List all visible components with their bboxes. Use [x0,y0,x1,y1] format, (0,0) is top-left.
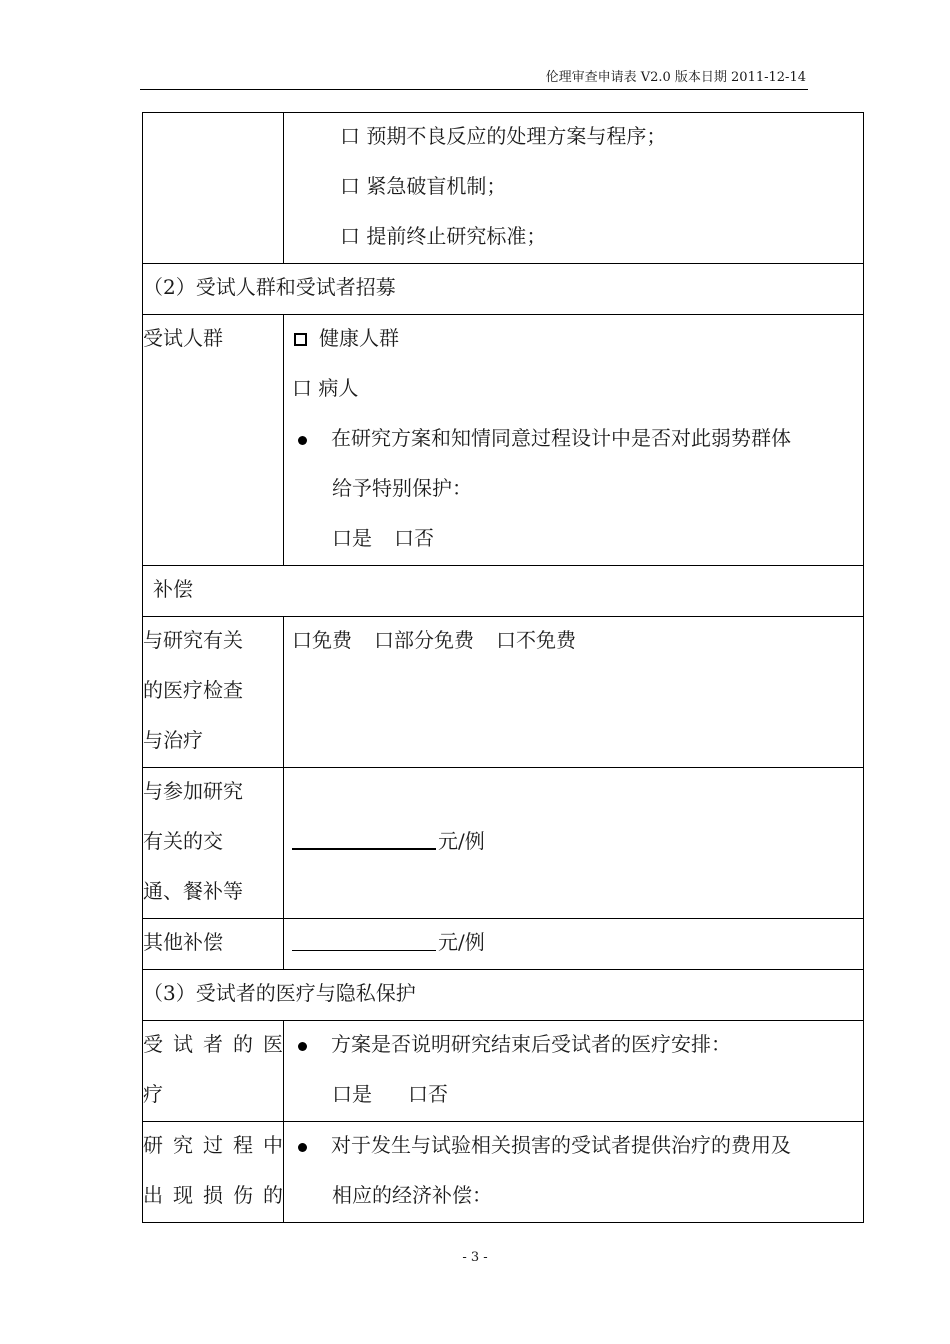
ethics-form-table [142,112,864,1223]
table-row [143,768,864,919]
transport-amount-field[interactable] [292,824,436,850]
table-row [143,113,864,264]
subject-care-question-cell [284,1021,864,1122]
bullet-icon [298,1143,307,1152]
table-row [143,566,864,617]
other-compensation-amount-cell [284,919,864,970]
other-compensation-amount [286,919,863,969]
option-yes[interactable]: 口是 [332,1082,372,1106]
transport-blank-line3 [286,868,863,918]
yes-no-options [292,515,863,565]
medical-exam-label-cell [143,617,284,768]
table-row [143,919,864,970]
section-3-title: （3）受试者的医疗与隐私保护 [143,981,416,1005]
table-row [143,315,864,566]
section-3-title-cell [143,970,864,1021]
other-compensation-amount-field[interactable] [292,926,436,951]
other-compensation-label: 其他补偿 [143,930,223,954]
checkbox-emergency-unblinding[interactable]: 口 紧急破盲机制； [340,174,507,198]
section-2-title-cell [143,264,864,315]
transport-label-line3: 通、餐补等 [143,879,243,903]
post-study-care-question [292,1021,863,1071]
other-compensation-unit: 元/例 [438,930,485,954]
injury-question-cell [284,1122,864,1223]
yes-no-options [292,1071,863,1121]
compensation-title: 补偿 [153,577,193,601]
question-continuation: 相应的经济补偿： [332,1183,492,1207]
option-healthy-label: 健康人群 [319,326,399,350]
medical-exam-label-line1: 与研究有关 [143,628,243,652]
section-2-title: （2）受试人群和受试者招募 [143,275,396,299]
checkbox-early-termination[interactable]: 口 提前终止研究标准； [340,224,547,248]
option-healthy[interactable] [292,315,863,365]
bullet-icon [298,436,307,445]
injury-compensation-question [292,1122,863,1172]
option-yes[interactable]: 口是 [332,526,372,550]
option-not-free[interactable]: 口不免费 [496,628,576,652]
population-options-cell [284,315,864,566]
page-header: 伦理审查申请表 V2.0 版本日期 2011-12-14 [140,68,808,90]
transport-blank-line1 [286,768,863,818]
transport-unit: 元/例 [438,829,485,853]
checkbox-icon[interactable] [294,333,307,346]
injury-label-cell [143,1122,284,1223]
population-label-cell [143,315,284,566]
question-text: 方案是否说明研究结束后受试者的医疗安排： [331,1032,731,1056]
option-no[interactable]: 口否 [394,526,434,550]
compensation-title-cell [143,566,864,617]
fee-options [292,617,863,667]
medical-exam-label-line2: 的医疗检查 [143,678,243,702]
medical-exam-label-line3: 与治疗 [143,728,203,752]
table-row [143,970,864,1021]
design-items-cell [284,113,864,264]
subject-care-label-cell [143,1021,284,1122]
subject-care-label-line2: 疗 [143,1082,163,1106]
table-row [143,1122,864,1223]
transport-label-line2: 有关的交 [143,829,223,853]
option-partially-free[interactable]: 口部分免费 [374,628,474,652]
other-compensation-label-cell [143,919,284,970]
question-text: 在研究方案和知情同意过程设计中是否对此弱势群体 [331,426,791,450]
table-row [143,1021,864,1122]
medical-exam-options-cell [284,617,864,768]
table-row [143,264,864,315]
option-no[interactable]: 口否 [408,1082,448,1106]
injury-label-line2: 出现损伤的 [143,1183,283,1207]
page-number: - 3 - [462,1250,488,1265]
injury-label-line1: 研究过程中 [143,1133,283,1157]
transport-amount-cell [284,768,864,919]
checkbox-adverse-reaction[interactable]: 口 预期不良反应的处理方案与程序； [340,124,667,148]
option-free[interactable]: 口免费 [292,628,352,652]
transport-label-cell [143,768,284,919]
question-continuation: 给予特别保护： [332,476,472,500]
option-patient[interactable]: 口 病人 [292,376,359,400]
table-row [143,617,864,768]
bullet-icon [298,1042,307,1051]
subject-care-label-line1: 受试者的医 [143,1032,283,1056]
empty-label-cell [143,113,284,264]
question-text: 对于发生与试验相关损害的受试者提供治疗的费用及 [331,1133,791,1157]
vulnerable-protection-question [292,415,863,465]
population-label: 受试人群 [143,326,223,350]
transport-label-line1: 与参加研究 [143,779,243,803]
transport-amount [286,818,863,868]
